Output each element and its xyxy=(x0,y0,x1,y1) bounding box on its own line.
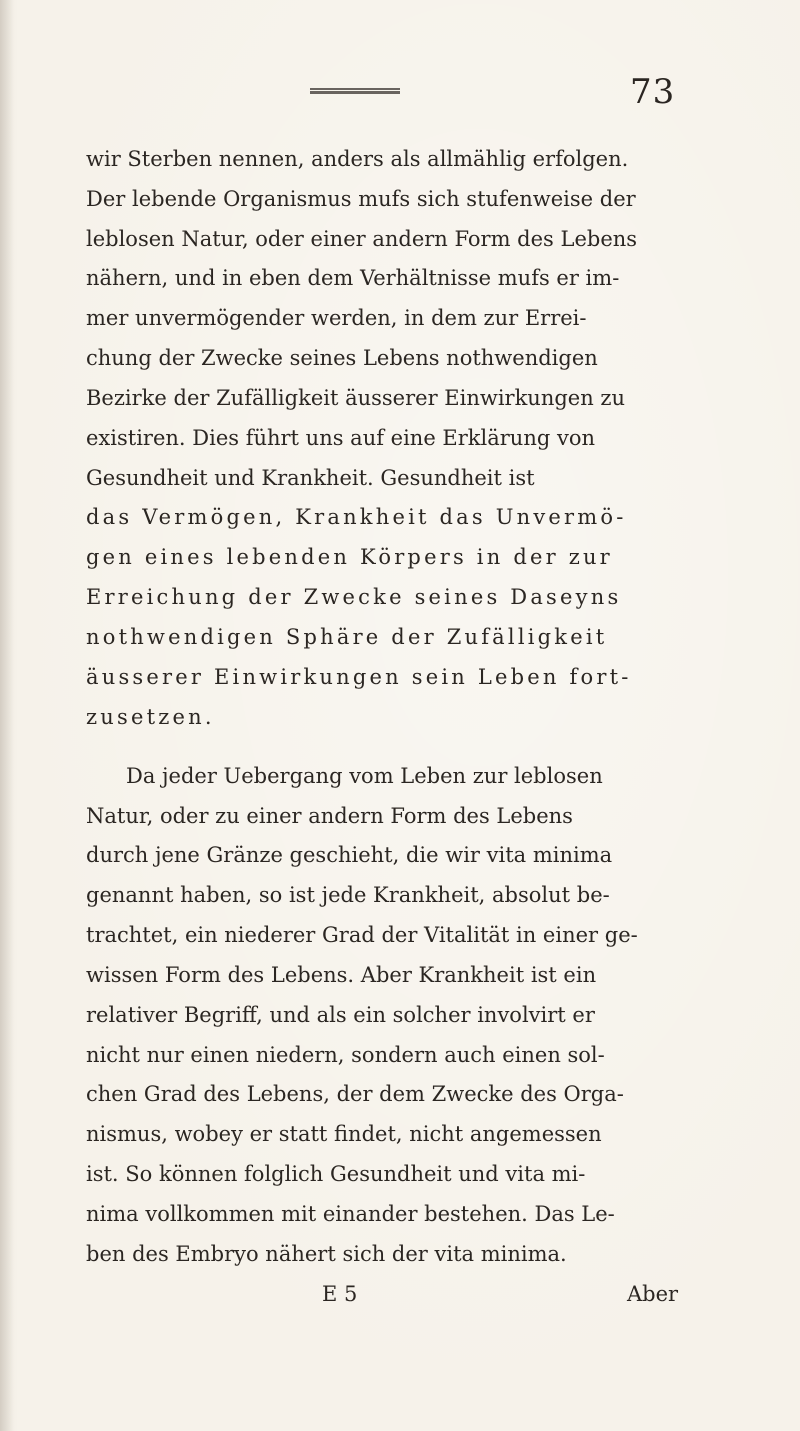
text-line: trachtet, ein niederer Grad der Vitalität in einer ge- xyxy=(86,923,638,947)
text-line: nähern, und in eben dem Verhältnisse mufs er im- xyxy=(86,266,620,290)
text-line: chung der Zwecke seines Lebens nothwendigen xyxy=(86,346,598,370)
header-rule xyxy=(310,88,400,94)
page-gutter-shadow xyxy=(0,0,14,1431)
text-line: Bezirke der Zufälligkeit äusserer Einwirkungen zu xyxy=(86,386,626,410)
page-number: 73 xyxy=(630,72,676,112)
text-line: existiren. Dies führt uns auf eine Erklärung von xyxy=(86,426,596,450)
catchword: Aber xyxy=(627,1282,679,1306)
text-line: leblosen Natur, oder einer andern Form des Lebens xyxy=(86,227,638,251)
signature-mark: E 5 xyxy=(322,1282,358,1306)
text-line: nothwendigen Sphäre der Zufälligkeit xyxy=(86,625,608,649)
text-line: genannt haben, so ist jede Krankheit, absolut be- xyxy=(86,883,610,907)
text-line: Natur, oder zu einer andern Form des Lebens xyxy=(86,804,573,828)
text-line: das Vermögen, Krankheit das Unvermö- xyxy=(86,505,627,529)
text-line: Gesundheit und Krankheit. Gesundheit ist xyxy=(86,466,535,490)
text-line: Der lebende Organismus mufs sich stufenweise der xyxy=(86,187,636,211)
text-line: mer unvermögender werden, in dem zur Errei- xyxy=(86,306,587,330)
text-line: Erreichung der Zwecke seines Daseyns xyxy=(86,585,622,609)
text-line: nima vollkommen mit einander bestehen. Das Le- xyxy=(86,1202,615,1226)
text-line: durch jene Gränze geschieht, die wir vita minima xyxy=(86,843,613,867)
text-line: wir Sterben nennen, anders als allmählig erfolgen. xyxy=(86,147,629,171)
paragraph-start-line: Da jeder Uebergang vom Leben zur leblosen xyxy=(126,764,603,788)
text-line: ben des Embryo nähert sich der vita minima. xyxy=(86,1242,567,1266)
text-line: ist. So können folglich Gesundheit und vita mi- xyxy=(86,1162,586,1186)
text-line: relativer Begriff, und als ein solcher involvirt er xyxy=(86,1003,595,1027)
text-line: wissen Form des Lebens. Aber Krankheit ist ein xyxy=(86,963,597,987)
text-line: äusserer Einwirkungen sein Leben fort- xyxy=(86,665,632,689)
text-line: nismus, wobey er statt findet, nicht angemessen xyxy=(86,1122,602,1146)
text-line: chen Grad des Lebens, der dem Zwecke des Orga- xyxy=(86,1082,624,1106)
text-line: nicht nur einen niedern, sondern auch einen sol- xyxy=(86,1043,605,1067)
text-line: zusetzen. xyxy=(86,705,215,729)
text-line: gen eines lebenden Körpers in der zur xyxy=(86,545,613,569)
